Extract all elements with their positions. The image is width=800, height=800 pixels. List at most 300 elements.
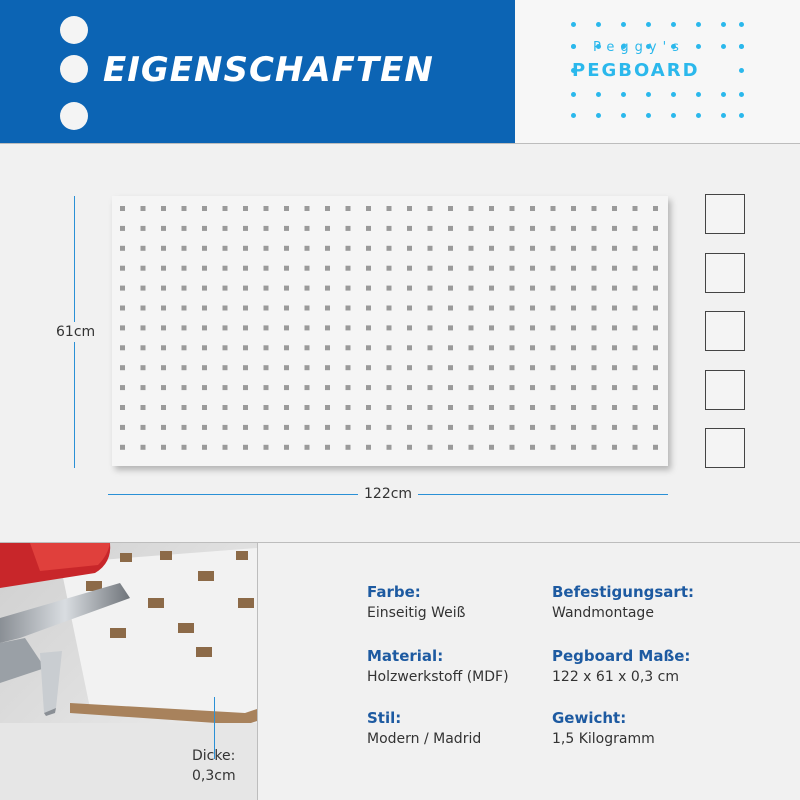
peg-hole: [571, 246, 576, 251]
property-value-mounting: Wandmontage: [552, 605, 654, 621]
peg-hole: [489, 246, 494, 251]
peg-hole: [571, 445, 576, 450]
peg-hole: [407, 425, 412, 430]
peg-hole: [530, 405, 535, 410]
peg-hole: [571, 206, 576, 211]
peg-hole: [305, 405, 310, 410]
peg-hole: [592, 266, 597, 271]
peg-hole: [571, 405, 576, 410]
peg-hole: [551, 325, 556, 330]
peg-hole: [387, 325, 392, 330]
peg-hole: [223, 405, 228, 410]
peg-hole: [387, 445, 392, 450]
peg-hole: [120, 286, 125, 291]
peg-hole: [612, 246, 617, 251]
peg-hole: [346, 226, 351, 231]
peg-hole: [469, 405, 474, 410]
peg-hole: [346, 405, 351, 410]
divider: [0, 143, 800, 144]
color-swatch: [705, 370, 745, 410]
peg-hole: [551, 385, 556, 390]
peg-hole: [161, 385, 166, 390]
peg-hole: [612, 286, 617, 291]
peg-hole: [120, 445, 125, 450]
peg-hole: [366, 345, 371, 350]
peg-hole: [161, 345, 166, 350]
peg-hole: [141, 206, 146, 211]
peg-hole: [284, 325, 289, 330]
peg-hole: [346, 306, 351, 311]
peg-hole: [305, 365, 310, 370]
peg-hole: [633, 325, 638, 330]
peg-hole: [510, 266, 515, 271]
peg-hole: [592, 405, 597, 410]
peg-hole: [653, 345, 658, 350]
peg-hole: [612, 445, 617, 450]
peg-hole: [161, 266, 166, 271]
peg-hole: [202, 286, 207, 291]
peg-hole: [325, 405, 330, 410]
peg-hole: [346, 385, 351, 390]
color-swatch: [705, 311, 745, 351]
peg-hole: [346, 345, 351, 350]
binder-hole-icon: [60, 102, 88, 130]
peg-hole: [571, 345, 576, 350]
peg-hole: [592, 445, 597, 450]
peg-hole: [448, 286, 453, 291]
peg-hole: [469, 286, 474, 291]
peg-hole: [325, 365, 330, 370]
peg-hole: [571, 385, 576, 390]
peg-hole: [387, 405, 392, 410]
peg-hole: [653, 206, 658, 211]
peg-hole: [592, 246, 597, 251]
peg-hole: [305, 266, 310, 271]
peg-hole: [592, 425, 597, 430]
peg-hole: [120, 226, 125, 231]
color-swatch: [705, 253, 745, 293]
peg-hole: [530, 246, 535, 251]
peg-hole: [510, 405, 515, 410]
peg-hole: [510, 445, 515, 450]
logo-dot: [739, 22, 744, 27]
peg-hole: [325, 286, 330, 291]
peg-hole: [469, 246, 474, 251]
peg-hole: [489, 325, 494, 330]
pegboard-image: [112, 196, 668, 466]
logo-dot: [696, 44, 701, 49]
peg-hole: [161, 286, 166, 291]
peg-hole: [182, 226, 187, 231]
peg-hole: [161, 306, 166, 311]
peg-hole: [120, 405, 125, 410]
peg-hole: [305, 345, 310, 350]
peg-hole: [551, 345, 556, 350]
logo-dot: [571, 44, 576, 49]
peg-hole: [120, 325, 125, 330]
peg-hole: [243, 306, 248, 311]
peg-hole: [612, 206, 617, 211]
peg-hole: [223, 445, 228, 450]
peg-hole: [592, 385, 597, 390]
peg-hole: [551, 206, 556, 211]
peg-hole: [182, 266, 187, 271]
peg-hole: [366, 325, 371, 330]
peg-hole: [243, 345, 248, 350]
peg-hole: [243, 405, 248, 410]
logo-dot: [721, 92, 726, 97]
peg-hole: [469, 325, 474, 330]
peg-hole: [448, 405, 453, 410]
peg-hole: [346, 206, 351, 211]
peg-hole: [161, 405, 166, 410]
width-label: 122cm: [358, 486, 418, 502]
peg-hole: [510, 365, 515, 370]
peg-hole: [161, 246, 166, 251]
peg-hole: [510, 345, 515, 350]
peg-hole: [510, 286, 515, 291]
peg-hole: [325, 226, 330, 231]
peg-hole: [120, 345, 125, 350]
peg-hole: [264, 425, 269, 430]
peg-hole: [284, 286, 289, 291]
peg-hole: [428, 266, 433, 271]
peg-hole: [407, 405, 412, 410]
peg-hole: [120, 306, 125, 311]
peg-hole: [387, 365, 392, 370]
peg-hole: [530, 345, 535, 350]
peg-hole: [387, 425, 392, 430]
peg-hole: [571, 365, 576, 370]
peg-hole: [305, 306, 310, 311]
peg-hole: [428, 206, 433, 211]
peg-hole: [161, 365, 166, 370]
peg-hole: [264, 445, 269, 450]
property-value-dimensions: 122 x 61 x 0,3 cm: [552, 669, 679, 685]
peg-hole: [530, 286, 535, 291]
logo-dot: [621, 113, 626, 118]
peg-hole: [469, 365, 474, 370]
peg-hole: [284, 266, 289, 271]
peg-hole: [407, 306, 412, 311]
color-swatch: [705, 194, 745, 234]
logo-dot: [739, 113, 744, 118]
peg-hole: [284, 306, 289, 311]
property-label-material: Material:: [367, 647, 444, 665]
peg-hole: [243, 246, 248, 251]
peg-hole: [489, 405, 494, 410]
peg-hole: [305, 445, 310, 450]
property-value-weight: 1,5 Kilogramm: [552, 731, 655, 747]
peg-hole: [202, 246, 207, 251]
peg-hole: [325, 246, 330, 251]
peg-hole: [510, 226, 515, 231]
peg-hole: [612, 266, 617, 271]
peg-hole: [469, 445, 474, 450]
peg-hole: [366, 246, 371, 251]
property-label-dimensions: Pegboard Maße:: [552, 647, 691, 665]
peg-hole: [530, 226, 535, 231]
peg-hole: [551, 445, 556, 450]
peg-hole: [653, 325, 658, 330]
peg-hole: [223, 266, 228, 271]
peg-hole: [120, 266, 125, 271]
peg-hole: [305, 246, 310, 251]
peg-hole: [141, 385, 146, 390]
peg-hole: [366, 286, 371, 291]
property-label-mounting: Befestigungsart:: [552, 583, 694, 601]
peg-hole: [305, 385, 310, 390]
color-swatch: [705, 428, 745, 468]
peg-hole: [510, 325, 515, 330]
logo-dot: [739, 44, 744, 49]
logo-dot: [646, 113, 651, 118]
peg-hole: [428, 325, 433, 330]
peg-hole: [551, 306, 556, 311]
peg-hole: [141, 266, 146, 271]
peg-hole: [592, 226, 597, 231]
peg-hole: [202, 206, 207, 211]
peg-hole: [387, 345, 392, 350]
peg-hole: [243, 425, 248, 430]
peg-hole: [141, 445, 146, 450]
peg-hole: [489, 306, 494, 311]
peg-hole: [141, 325, 146, 330]
peg-hole: [305, 425, 310, 430]
peg-hole: [387, 286, 392, 291]
peg-hole: [366, 385, 371, 390]
peg-hole: [448, 266, 453, 271]
peg-hole: [243, 385, 248, 390]
peg-hole: [182, 306, 187, 311]
logo-dot: [671, 113, 676, 118]
peg-hole: [243, 286, 248, 291]
peg-hole: [407, 246, 412, 251]
peg-hole: [161, 445, 166, 450]
peg-hole: [182, 365, 187, 370]
peg-hole: [489, 345, 494, 350]
peg-hole: [653, 266, 658, 271]
peg-hole: [284, 405, 289, 410]
peg-hole: [530, 365, 535, 370]
peg-hole: [202, 266, 207, 271]
peg-hole: [366, 425, 371, 430]
thickness-label: [192, 746, 236, 786]
peg-hole: [264, 365, 269, 370]
peg-hole: [346, 445, 351, 450]
peg-hole: [407, 206, 412, 211]
peg-hole: [428, 226, 433, 231]
peg-hole: [325, 206, 330, 211]
peg-hole: [264, 385, 269, 390]
peg-hole: [264, 266, 269, 271]
peg-hole: [120, 206, 125, 211]
peg-hole: [264, 226, 269, 231]
peg-hole: [592, 365, 597, 370]
logo-dot: [696, 113, 701, 118]
logo-dot: [696, 92, 701, 97]
peg-hole: [571, 286, 576, 291]
thickness-caption: Dicke:: [192, 748, 236, 764]
logo-dot: [721, 44, 726, 49]
peg-hole: [633, 266, 638, 271]
peg-hole: [366, 206, 371, 211]
peg-hole: [223, 385, 228, 390]
peg-hole: [448, 385, 453, 390]
pegboard-holes: [112, 196, 668, 466]
peg-hole: [305, 286, 310, 291]
peg-hole: [366, 445, 371, 450]
peg-hole: [530, 266, 535, 271]
peg-hole: [612, 226, 617, 231]
peg-hole: [428, 385, 433, 390]
peg-hole: [264, 325, 269, 330]
peg-hole: [633, 206, 638, 211]
peg-hole: [284, 226, 289, 231]
peg-hole: [448, 246, 453, 251]
peg-hole: [120, 425, 125, 430]
logo-dot: [721, 113, 726, 118]
peg-hole: [530, 445, 535, 450]
peg-hole: [407, 385, 412, 390]
peg-hole: [120, 385, 125, 390]
peg-hole: [202, 445, 207, 450]
peg-hole: [571, 325, 576, 330]
peg-hole: [489, 206, 494, 211]
property-label-color: Farbe:: [367, 583, 421, 601]
peg-hole: [387, 206, 392, 211]
peg-hole: [612, 405, 617, 410]
peg-hole: [120, 246, 125, 251]
peg-hole: [284, 206, 289, 211]
thickness-value: 0,3cm: [192, 768, 236, 784]
logo-dot: [721, 22, 726, 27]
peg-hole: [633, 345, 638, 350]
peg-hole: [141, 425, 146, 430]
peg-hole: [592, 325, 597, 330]
peg-hole: [202, 306, 207, 311]
peg-hole: [510, 425, 515, 430]
peg-hole: [469, 385, 474, 390]
peg-hole: [530, 306, 535, 311]
peg-hole: [325, 345, 330, 350]
peg-hole: [182, 246, 187, 251]
logo-dot: [621, 22, 626, 27]
peg-hole: [346, 246, 351, 251]
peg-hole: [325, 445, 330, 450]
peg-hole: [161, 226, 166, 231]
peg-hole: [489, 226, 494, 231]
peg-hole: [223, 246, 228, 251]
peg-hole: [653, 226, 658, 231]
logo-dot: [696, 22, 701, 27]
peg-hole: [530, 385, 535, 390]
logo-dot: [646, 92, 651, 97]
peg-hole: [366, 405, 371, 410]
peg-hole: [182, 385, 187, 390]
peg-hole: [202, 226, 207, 231]
peg-hole: [141, 246, 146, 251]
logo-script: Peggy's: [593, 40, 685, 55]
peg-hole: [592, 345, 597, 350]
peg-hole: [284, 246, 289, 251]
peg-hole: [264, 405, 269, 410]
peg-hole: [202, 325, 207, 330]
peg-hole: [571, 306, 576, 311]
peg-hole: [325, 425, 330, 430]
peg-hole: [284, 445, 289, 450]
peg-hole: [202, 365, 207, 370]
peg-hole: [366, 306, 371, 311]
peg-hole: [489, 266, 494, 271]
peg-hole: [551, 286, 556, 291]
peg-hole: [633, 286, 638, 291]
property-value-style: Modern / Madrid: [367, 731, 482, 747]
logo-dot: [739, 92, 744, 97]
peg-hole: [551, 246, 556, 251]
peg-hole: [633, 226, 638, 231]
peg-hole: [633, 385, 638, 390]
peg-hole: [530, 325, 535, 330]
peg-hole: [182, 405, 187, 410]
peg-hole: [243, 226, 248, 231]
peg-hole: [653, 425, 658, 430]
peg-hole: [223, 425, 228, 430]
peg-hole: [346, 325, 351, 330]
peg-hole: [202, 405, 207, 410]
title-banner: [0, 0, 515, 143]
peg-hole: [612, 325, 617, 330]
peg-hole: [346, 365, 351, 370]
peg-hole: [305, 206, 310, 211]
peg-hole: [202, 385, 207, 390]
peg-hole: [448, 425, 453, 430]
peg-hole: [141, 286, 146, 291]
peg-hole: [182, 445, 187, 450]
peg-hole: [612, 425, 617, 430]
logo-dot: [671, 92, 676, 97]
peg-hole: [243, 445, 248, 450]
peg-hole: [223, 206, 228, 211]
peg-hole: [182, 425, 187, 430]
peg-hole: [612, 306, 617, 311]
peg-hole: [489, 445, 494, 450]
peg-hole: [407, 266, 412, 271]
peg-hole: [612, 345, 617, 350]
peg-hole: [161, 325, 166, 330]
peg-hole: [366, 266, 371, 271]
peg-hole: [346, 286, 351, 291]
peg-hole: [551, 405, 556, 410]
peg-hole: [592, 206, 597, 211]
peg-hole: [202, 425, 207, 430]
peg-hole: [633, 425, 638, 430]
peg-hole: [223, 286, 228, 291]
header: [0, 0, 800, 143]
logo-wordmark: PEGBOARD: [572, 60, 700, 81]
peg-hole: [141, 345, 146, 350]
peg-hole: [325, 266, 330, 271]
logo-dot: [596, 92, 601, 97]
peg-hole: [407, 286, 412, 291]
height-label: 61cm: [56, 324, 96, 340]
peg-hole: [530, 425, 535, 430]
peg-hole: [510, 206, 515, 211]
peg-hole: [551, 266, 556, 271]
peg-hole: [428, 246, 433, 251]
peg-hole: [223, 226, 228, 231]
peg-hole: [346, 266, 351, 271]
